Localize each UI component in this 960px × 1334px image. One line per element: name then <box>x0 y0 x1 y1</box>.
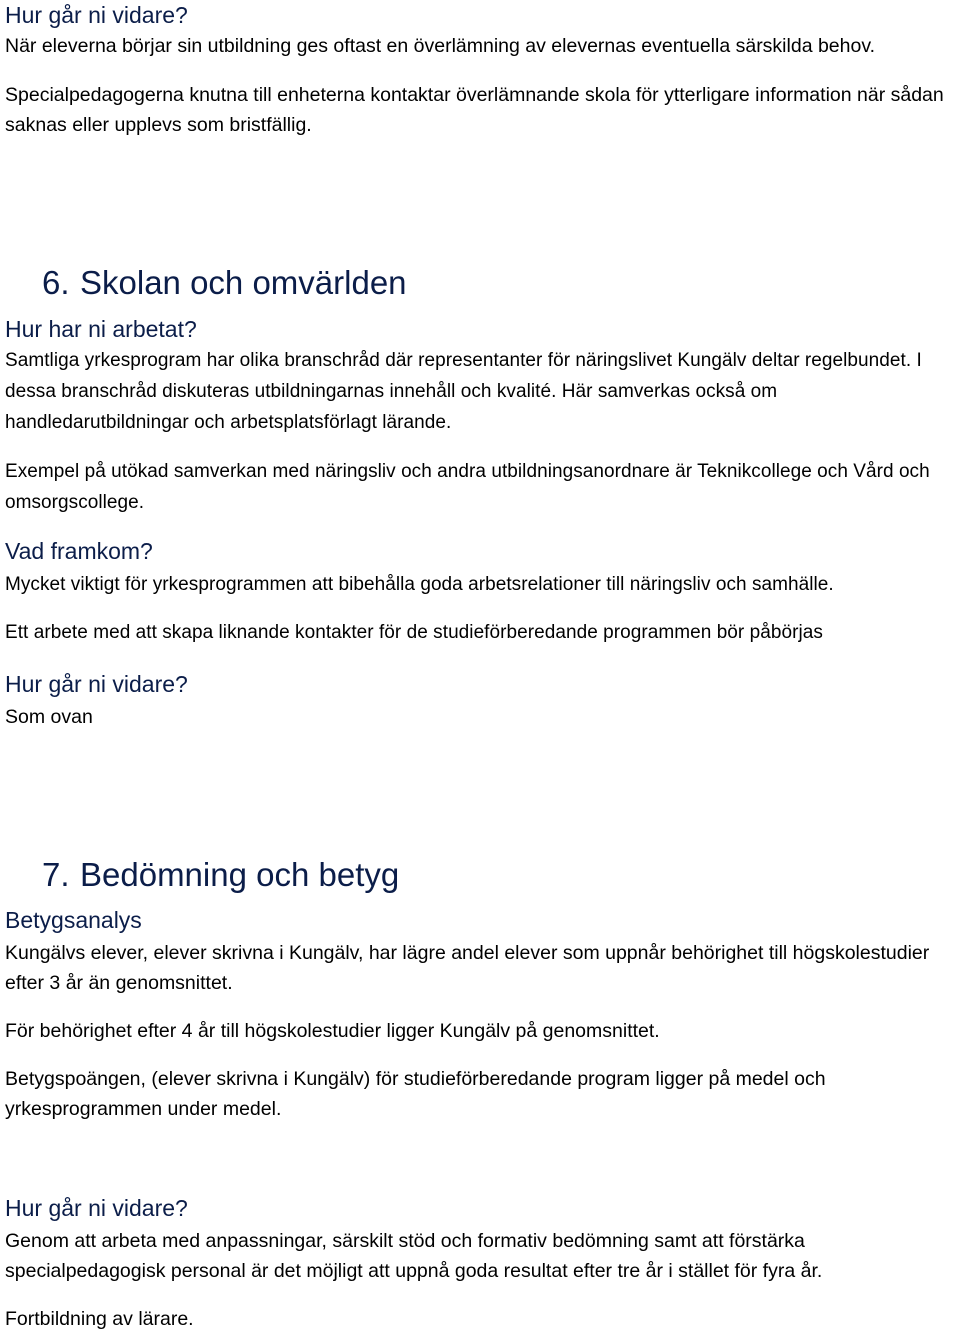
paragraph-vocational-relations: Mycket viktigt för yrkesprogrammen att bibehålla goda arbetsrelationer till näringsliv och samhälle. <box>5 574 834 595</box>
subheading-findings: Vad framkom? <box>5 538 153 564</box>
paragraph-handover: När eleverna börjar sin utbildning ges oftast en överlämning av elevernas eventuella särskilda behov. <box>5 35 876 57</box>
paragraph-collaboration-example: Exempel på utökad samverkan med näringsliv och andra utbildningsanordnare är Teknikcollege och Vård och omsorgscollege. <box>5 461 930 513</box>
paragraph-grade-points: Betygspoängen, (elever skrivna i Kungälv) för studieförberedande program ligger på medel och yrkesprogrammen under medel. <box>5 1068 826 1120</box>
section-number: 6. <box>42 264 70 301</box>
paragraph-eligibility-4-years: För behörighet efter 4 år till högskolestudier ligger Kungälv på genomsnittet. <box>5 1020 660 1042</box>
section-title: Bedömning och betyg <box>80 856 400 893</box>
section-heading-7 <box>42 856 950 894</box>
section-heading-6 <box>42 264 950 302</box>
paragraph-adaptations: Genom att arbeta med anpassningar, särskilt stöd och formativ bedömning samt att förstärka specialpedagogisk personal är det möjligt att uppnå goda resultat efter tre år i stället för fyra år. <box>5 1230 823 1282</box>
section-number: 7. <box>42 856 70 893</box>
paragraph-as-above: Som ovan <box>5 706 93 728</box>
paragraph-special-educators: Specialpedagogerna knutna till enheterna kontaktar överlämnande skola för ytterligare information när sådan saknas eller upplevs som bristfällig. <box>5 84 944 136</box>
paragraph-eligibility-3-years: Kungälvs elever, elever skrivna i Kungälv, har lägre andel elever som uppnår behörighet till högskolestudier efter 3 år än genomsnittet. <box>5 942 930 994</box>
subheading-next-steps-2: Hur går ni vidare? <box>5 671 188 697</box>
subheading-next-steps-1: Hur går ni vidare? <box>5 2 188 28</box>
paragraph-teacher-training: Fortbildning av lärare. <box>5 1308 194 1330</box>
subheading-how-worked: Hur har ni arbetat? <box>5 316 197 342</box>
section-title: Skolan och omvärlden <box>80 264 407 301</box>
paragraph-industry-councils: Samtliga yrkesprogram har olika branschråd där representanter för näringslivet Kungälv deltar regelbundet. I dessa branschråd diskuteras utbildningarnas innehåll och kvalité. Här samverkas också om handledarutbildningar och arbetsplatsförlagt lärande. <box>5 350 922 433</box>
subheading-next-steps-3: Hur går ni vidare? <box>5 1195 188 1221</box>
subheading-grade-analysis: Betygsanalys <box>5 907 142 933</box>
paragraph-study-prep-contacts: Ett arbete med att skapa liknande kontakter för de studieförberedande programmen bör påbörjas <box>5 622 823 643</box>
